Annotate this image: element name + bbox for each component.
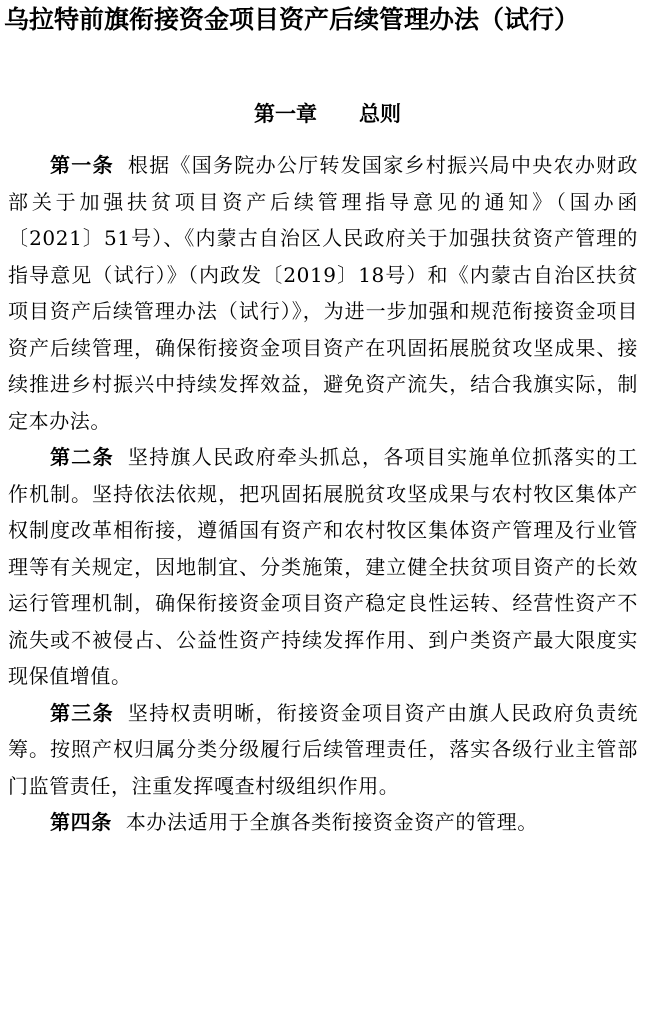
document-title: 乌拉特前旗衔接资金项目资产后续管理办法（试行） bbox=[4, 5, 580, 34]
article-text: 本办法适用于全旗各类衔接资金资产的管理。 bbox=[125, 810, 538, 834]
article-4 bbox=[8, 804, 638, 841]
article-1 bbox=[8, 147, 638, 439]
chapter-heading: 第一章 总则 bbox=[254, 102, 401, 126]
article-3 bbox=[8, 695, 638, 805]
article-label: 第三条 bbox=[50, 700, 114, 725]
article-2 bbox=[8, 439, 638, 695]
article-text: 坚持权责明晰，衔接资金项目资产由旗人民政府负责统筹。按照产权归属分类分级履行后续管理责任，落实各级行业主管部门监管责任，注重发挥嘎查村级组织作用。 bbox=[8, 700, 638, 798]
article-text: 根据《国务院办公厅转发国家乡村振兴局中央农办财政部关于加强扶贫项目资产后续管理指导意见的通知》（国办函〔2021〕51号）、《内蒙古自治区人民政府关于加强扶贫资产管理的指导意见（试行）》（内政发〔2019〕18号）和《内蒙古自治区扶贫项目资产后续管理办法（试行）》，为进一步加强和规范衔接资金项目资产后续管理，确保衔接资金项目资产在巩固拓展脱贫攻坚成果、接续推进乡村振兴中持续发挥效益，避免资产流失，结合我旗实际，制定本办法。 bbox=[8, 153, 638, 433]
article-label: 第四条 bbox=[50, 810, 112, 834]
article-text: 坚持旗人民政府牵头抓总，各项目实施单位抓落实的工作机制。坚持依法依规，把巩固拓展脱贫攻坚成果与农村牧区集体产权制度改革相衔接，遵循国有资产和农村牧区集体资产管理及行业管理等有关规定，因地制宜、分类施策，建立健全扶贫项目资产的长效运行管理机制，确保衔接资金项目资产稳定良性运转、经营性资产不流失或不被侵占、公益性资产持续发挥作用、到户类资产最大限度实现保值增值。 bbox=[8, 445, 638, 688]
article-label: 第一条 bbox=[50, 153, 114, 177]
article-list bbox=[8, 147, 638, 841]
article-label: 第二条 bbox=[50, 445, 114, 469]
